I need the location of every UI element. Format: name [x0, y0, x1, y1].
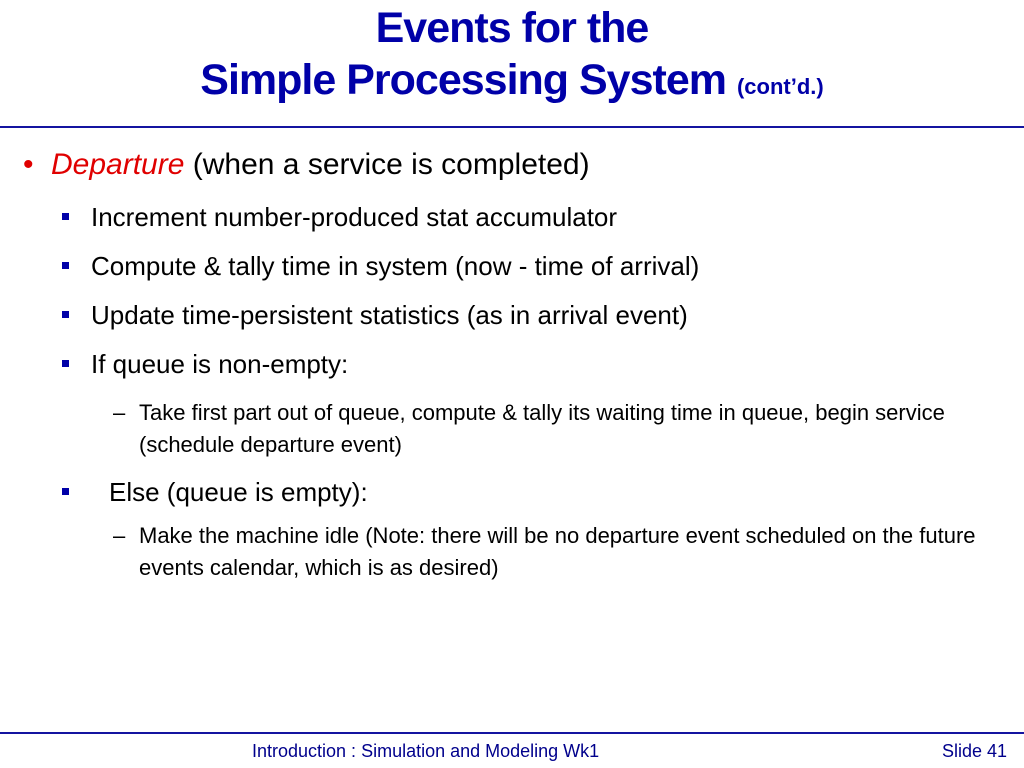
bullet-keyword: Departure [51, 148, 185, 181]
footer-slide-number: Slide 41 [942, 741, 1008, 761]
dash-item [113, 397, 1003, 461]
square-bullet-icon [62, 360, 69, 367]
square-bullet-icon [62, 262, 69, 269]
title-main: Simple Processing System [200, 56, 726, 104]
dash-bullet-icon: – [113, 400, 126, 425]
dash-item-text: Make the machine idle (Note: there will be no departure event scheduled on the future events calendar, which is as desired) [139, 523, 976, 580]
top-divider [0, 126, 1024, 128]
dash-item-text: Take first part out of queue, compute & tally its waiting time in queue, begin service (schedule departure event) [139, 400, 945, 457]
sub-bullet-text: Compute & tally time in system (now - time of arrival) [91, 251, 700, 281]
bottom-divider [0, 732, 1024, 734]
sub-bullet [62, 300, 688, 331]
sub-bullet [62, 202, 617, 233]
dash-bullet-icon: – [113, 523, 126, 548]
square-bullet-icon [62, 311, 69, 318]
bullet-text: (when a service is completed) [192, 148, 590, 181]
footer-course: Introduction : Simulation and Modeling Wk1 [252, 741, 600, 761]
title-line-2 [0, 54, 1024, 113]
sub-bullet [62, 349, 348, 380]
sub-bullet [62, 251, 699, 282]
sub-bullet-text: Update time-persistent statistics (as in arrival event) [91, 300, 688, 330]
title-line-1: Events for the [375, 4, 649, 52]
slide-title [0, 2, 1024, 113]
sub-bullet-text: Increment number-produced stat accumulator [91, 202, 618, 232]
title-suffix: (cont’d.) [736, 74, 824, 99]
main-bullet [23, 148, 590, 182]
bullet-dot-icon: • [23, 148, 34, 181]
sub-bullet-text: Else (queue is empty): [109, 477, 368, 507]
dash-item [113, 520, 1003, 584]
square-bullet-icon [62, 488, 69, 495]
sub-bullet [62, 477, 368, 508]
square-bullet-icon [62, 213, 69, 220]
sub-bullet-text: If queue is non-empty: [91, 349, 349, 379]
